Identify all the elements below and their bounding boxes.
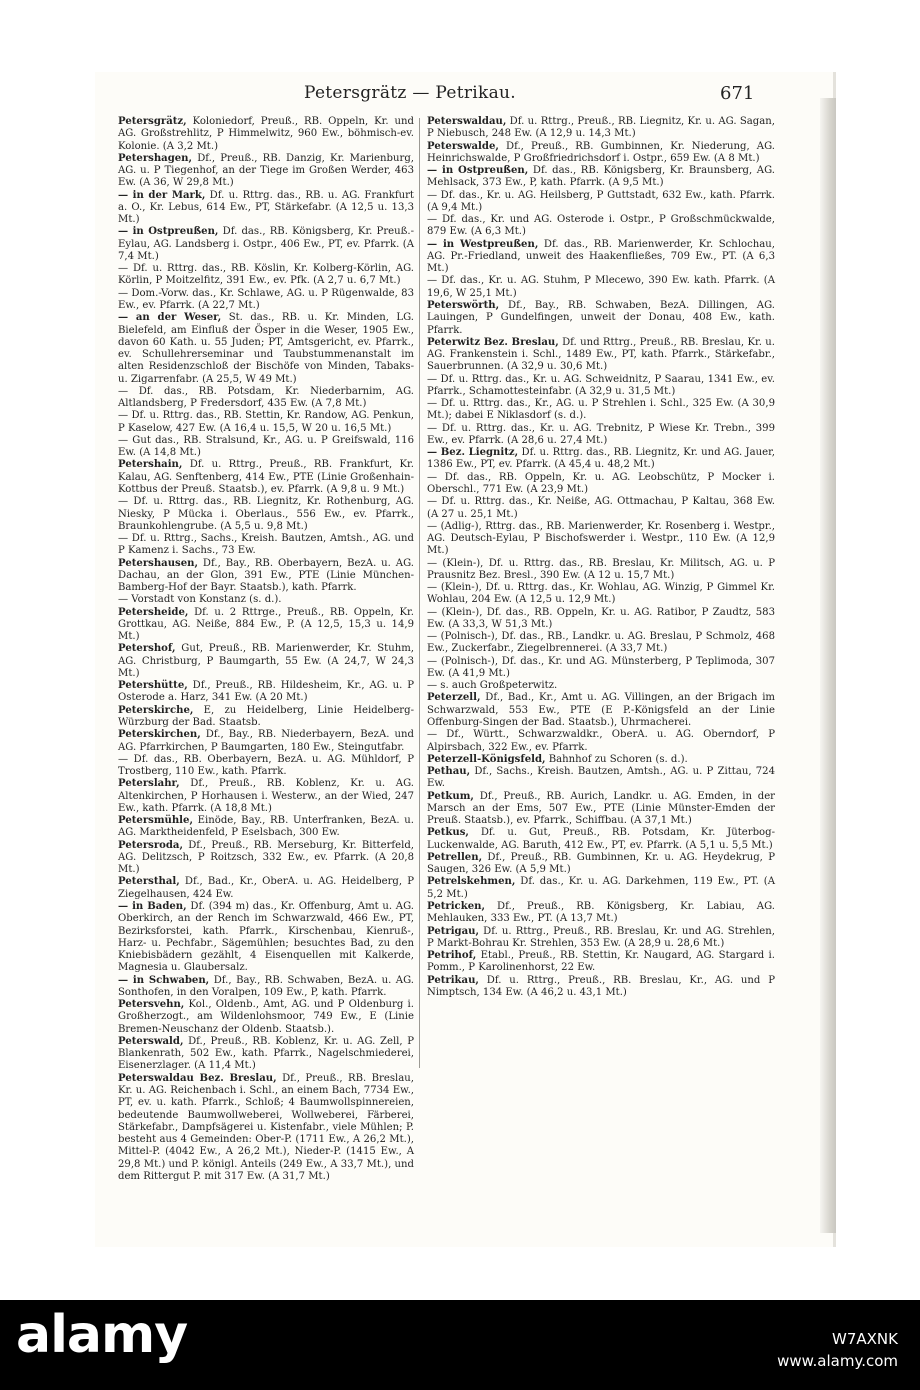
- entry-text: Df., Bay., RB. Schwaben, BezA. Dillingen, AG. Lauingen, P Gundelfingen, unweit der Donau, 408 Ew., kath. Pfarrk.: [427, 299, 775, 336]
- gazetteer-entry: [427, 852, 775, 877]
- entry-text: — (Polnisch-), Df. das., RB., Landkr. u. AG. Breslau, P Schmolz, 468 Ew., Zuckerfabr., Ziegelbrennerei. (A 33,7 Mt.): [427, 631, 775, 655]
- gazetteer-entry: [118, 729, 414, 754]
- entry-text: Df., Preuß., RB. Gumbinnen, Kr. u. AG. Heydekrug, P Saugen, 326 Ew. (A 5,9 Mt.): [427, 851, 776, 876]
- gazetteer-entry: [427, 165, 775, 190]
- entry-text: St. das., RB. u. Kr. Minden, LG. Bielefeld, am Einfluß der Ösper in die Weser, 1905 Ew., davon 60 Kath. u. 55 Juden; PT, Amtsgericht, ev. Pfarrk., ev. Schullehrerseminar und Taubstummenanstalt im alten Residenzschloß der Bischöfe von Minden, Tabaks- u. Zigarrenfabr. (A 25,5, W 49 Mt.): [118, 312, 414, 385]
- entry-text: — Vorstadt von Konstanz (s. d.).: [118, 594, 282, 606]
- entry-headword: — in Baden,: [118, 901, 187, 912]
- entry-text: — (Adlig-), Rttrg. das., RB. Marienwerder, Kr. Rosenberg i. Westpr., AG. Deutsch-Eylau, P Bischofswerder i. Westpr., 110 Ew. (A 12,9 Mt.): [427, 520, 775, 557]
- gazetteer-entry: [118, 459, 414, 496]
- entry-headword: — an der Weser,: [118, 312, 222, 324]
- entry-headword: Petkus,: [427, 827, 469, 839]
- running-header: Petersgrätz — Petrikau.: [303, 83, 517, 103]
- gazetteer-entry: [118, 190, 414, 227]
- gazetteer-entry: [427, 975, 775, 1000]
- gazetteer-entry: [118, 435, 414, 460]
- entry-text: Df. und Rttrg., Preuß., RB. Breslau, Kr. u. AG. Frankenstein i. Schl., 1489 Ew., PT, kath. Pfarrk., Stärkefabr., Sauerbrunnen. (A 32,9 u. 30,6 Mt.): [427, 336, 775, 373]
- entry-text: Df., Preuß., RB. Breslau, Kr. u. AG. Reichenbach i. Schl., an einem Bach, 7734 Ew., PT, ev. u. kath. Pfarrk., Schloß; 4 Baumwollspinnereien, bedeutende Baumwollweberei, Wollweberei, Färberei, Stärkefabr., Dampfsägerei u. Kistenfabr., viele Mühlen; P. besteht aus 4 Gemeinden: Ober-P. (1711 Ew., A 26,2 Mt.), Mittel-P. (4042 Ew., A 26,2 Mt.), Nieder-P. (1415 Ew., A 29,8 Mt.) und P. königl. Anteils (249 Ew., A 33,7 Mt.), und dem Rittergut P. mit 317 Ew. (A 31,7 Mt.): [118, 1072, 414, 1182]
- gazetteer-entry: [427, 141, 775, 166]
- entry-text: — (Klein-), Df. u. Rttrg. das., Kr. Wohlau, AG. Winzig, P Gimmel Kr. Wohlau, 204 Ew. (A 12,5 u. 12,9 Mt.): [427, 582, 775, 606]
- alamy-url: www.alamy.com: [777, 1352, 898, 1370]
- gazetteer-entry: [427, 300, 775, 337]
- gazetteer-entry: [118, 754, 414, 779]
- entry-headword: Petersmühle,: [118, 815, 193, 827]
- entry-text: Df. u. 2 Rttrge., Preuß., RB. Oppeln, Kr. Grottkau, AG. Neiße, 884 Ew., P. (A 12,5, 15,3 u. 14,9 Mt.): [118, 606, 414, 643]
- entry-text: Df. das., RB. Königsberg, Kr. Braunsberg, AG. Mehlsack, 373 Ew., P, kath. Pfarrk. (A 9,5 Mt.): [427, 165, 776, 189]
- entry-text: Df., Bay., RB. Oberbayern, BezA. u. AG. Dachau, an der Glon, 391 Ew., PTE (Linie München-Bamberg-Hof der Bayr. Staatsb.), kath. Pfarrk.: [118, 557, 414, 594]
- gazetteer-entry: [427, 116, 775, 141]
- entry-text: Df., Bad., Kr., OberA. u. AG. Heidelberg, P Ziegelhausen, 424 Ew.: [118, 876, 414, 900]
- gazetteer-entry: [427, 827, 775, 852]
- gazetteer-entry: [118, 999, 414, 1036]
- entry-headword: Petersheide,: [118, 606, 189, 618]
- gazetteer-entry: [427, 582, 775, 607]
- entry-text: — Df. u. Rttrg. das., Kr. u. AG. Schweidnitz, P Saarau, 1341 Ew., ev. Pfarrk., Schamottesteinfabr. (A 32,9 u. 31,5 Mt.): [427, 373, 775, 397]
- entry-headword: Peterwitz Bez. Breslau,: [427, 336, 559, 348]
- entry-text: — Df. u. Rttrg. das., RB. Liegnitz, Kr. Rothenburg, AG. Niesky, P Mücka i. Oberlaus., 556 Ew., ev. Pfarrk., Braunkohlengrube. (A 5,5 u. 9,8 Mt.): [118, 496, 414, 532]
- entry-text: Df. (394 m) das., Kr. Offenburg, Amt u. AG. Oberkirch, an der Rench im Schwarzwald, 466 Ew., PT, Bezirksforstei, kath. Pfarrk., Kirschenbau, Kienruß-, Harz- u. Pechfabr., Sägemühlen; besuchtes Bad, zu den Kniebisbädern gezählt, 4 Eisenquellen mit Kalkerde, Magnesia u. Glaubersalz.: [118, 901, 414, 974]
- entry-headword: Petkum,: [427, 790, 474, 802]
- gazetteer-entry: [427, 692, 775, 729]
- gazetteer-entry: [427, 214, 775, 239]
- entry-text: Df., Preuß., RB. Koblenz, Kr. u. AG. Zell, P Blankenrath, 502 Ew., kath. Pfarrk., Nagelschmiederei, Eisenerzlager. (A 11,4 Mt.): [118, 1035, 414, 1072]
- gazetteer-entry: [118, 680, 414, 705]
- gazetteer-entry: [427, 754, 775, 766]
- gazetteer-entry: [427, 472, 775, 497]
- gazetteer-entry: [118, 263, 414, 288]
- gazetteer-entry: [427, 398, 775, 423]
- gazetteer-entry: [118, 607, 414, 644]
- entry-text: Df. das., RB. Königsberg, Kr. Preuß.-Eylau, AG. Landsberg i. Ostpr., 406 Ew., PT, ev. Pfarrk. (A 7,4 Mt.): [118, 226, 414, 262]
- entry-text: Df. das., Kr. u. AG. Darkehmen, 119 Ew., PT. (A 5,2 Mt.): [427, 876, 775, 900]
- gazetteer-entry: [427, 791, 775, 828]
- entry-headword: Pethau,: [427, 766, 471, 778]
- gazetteer-entry: [427, 656, 775, 681]
- entry-headword: Petersgrätz,: [118, 116, 187, 127]
- entry-text: — Df. u. Rttrg., Sachs., Kreish. Bautzen, Amtsh., AG. und P Kamenz i. Sachs., 73 Ew.: [118, 533, 414, 557]
- gazetteer-entry: [427, 423, 775, 448]
- entry-headword: Peterswörth,: [427, 299, 500, 311]
- entry-headword: Peterswald,: [118, 1035, 184, 1047]
- entry-text: Df. u. Rttrg. das., RB. u. AG. Frankfurt a. O., Kr. Lebus, 614 Ew., PT, Stärkefabr. (A 12,5 u. 13,3 Mt.): [118, 189, 414, 226]
- gazetteer-entry: [118, 705, 414, 730]
- entry-text: Df., Sachs., Kreish. Bautzen, Amtsh., AG. u. P Zittau, 724 Ew.: [427, 766, 775, 790]
- entry-headword: Petrellen,: [427, 851, 483, 863]
- entry-text: Df., Preuß., RB. Gumbinnen, Kr. Niederung, AG. Heinrichswalde, P Großfriedrichsdorf i. Ostpr., 659 Ew. (A 8 Mt.): [427, 140, 775, 164]
- gazetteer-entry: [427, 876, 775, 901]
- gazetteer-entry: [118, 643, 414, 680]
- entry-text: — Df. u. Rttrg. das., Kr., AG. u. P Strehlen i. Schl., 325 Ew. (A 30,9 Mt.); dabei E Niklasdorf (s. d.).: [427, 398, 775, 422]
- entry-text: — Gut das., RB. Stralsund, Kr., AG. u. P Greifswald, 116 Ew. (A 14,8 Mt.): [118, 434, 414, 459]
- gazetteer-entry: [427, 631, 775, 656]
- entry-text: — Df. u. Rttrg. das., RB. Köslin, Kr. Kolberg-Körlin, AG. Körlin, P Moitzelfitz, 391 Ew., ev. Pfk. (A 2,7 u. 6,7 Mt.): [118, 263, 414, 287]
- entry-text: — Df. das., Kr. und AG. Osterode i. Ostpr., P Großschmückwalde, 879 Ew. (A 6,3 Mt.): [427, 214, 775, 238]
- gazetteer-entry: [427, 275, 775, 300]
- entry-text: — Df. u. Rttrg. das., Kr. u. AG. Trebnitz, P Wiese Kr. Trebn., 399 Ew., ev. Pfarrk. (A 28,6 u. 27,4 Mt.): [427, 422, 775, 446]
- entry-text: Df., Preuß., RB. Merseburg, Kr. Bitterfeld, AG. Delitzsch, P Roitzsch, 332 Ew., ev. Pfarrk. (A 20,8 Mt.): [118, 839, 414, 876]
- gazetteer-entry: [118, 901, 414, 975]
- entry-headword: Petrigau,: [427, 925, 480, 937]
- entry-headword: Peterslahr,: [118, 778, 180, 790]
- gazetteer-entry: [427, 901, 775, 926]
- entry-text: — (Klein-), Df. das., RB. Oppeln, Kr. u. AG. Ratibor, P Zaudtz, 583 Ew. (A 33,3, W 51,3 Mt.): [427, 606, 775, 630]
- gazetteer-entry: [427, 680, 775, 692]
- entry-text: — Df. das., RB. Potsdam, Kr. Niederbarnim, AG. Altlandsberg, P Fredersdorf, 435 Ew. (A 7,8 Mt.): [118, 385, 414, 410]
- gazetteer-entry: [427, 926, 775, 951]
- entry-headword: Petrikau,: [427, 974, 479, 986]
- entry-text: Df. das., RB. Marienwerder, Kr. Schlochau, AG. Pr.-Friedland, unweit des Haakenfließes, 709 Ew., PT. (A 6,3 Mt.): [427, 238, 775, 275]
- entry-headword: Peterswalde,: [427, 140, 499, 152]
- entry-text: — Df. das., Kr. u. AG. Stuhm, P Mlecewo, 390 Ew. kath. Pfarrk. (A 19,6, W 25,1 Mt.): [427, 275, 775, 299]
- entry-text: Df. u. Rttrg. das., RB. Liegnitz, Kr. und AG. Jauer, 1386 Ew., PT, ev. Pfarrk. (A 45,4 u. 48,2 Mt.): [427, 447, 775, 471]
- gazetteer-entry: [118, 153, 414, 190]
- gazetteer-entry: [118, 312, 414, 386]
- gazetteer-entry: [118, 840, 414, 877]
- entry-headword: Petrelskehmen,: [427, 876, 516, 888]
- entry-text: E, zu Heidelberg, Linie Heidelberg-Würzburg der Bad. Staatsb.: [118, 704, 414, 729]
- entry-headword: Peterzell-Königsfeld,: [427, 753, 546, 765]
- alamy-logo: alamy: [16, 1305, 188, 1365]
- entry-text: Df. u. Rttrg., Preuß., RB. Breslau, Kr., AG. und P Nimptsch, 134 Ew. (A 46,2 u. 43,1 Mt.): [427, 974, 775, 998]
- entry-text: — (Polnisch-), Df. das., Kr. und AG. Münsterberg, P Teplimoda, 307 Ew. (A 41,9 Mt.): [427, 655, 775, 679]
- entry-headword: Peterskirchen,: [118, 729, 201, 741]
- gazetteer-entry: [427, 447, 775, 472]
- entry-text: Bahnhof zu Schoren (s. d.).: [548, 753, 688, 765]
- entry-text: Koloniedorf, Preuß., RB. Oppeln, Kr. und AG. Großstrehlitz, P Himmelwitz, 960 Ew., böhmisch-ev. Kolonie. (A 3,2 Mt.): [118, 116, 414, 152]
- entry-headword: — Bez. Liegnitz,: [427, 447, 519, 459]
- gazetteer-entry: [118, 496, 414, 533]
- gazetteer-entry: [427, 521, 775, 558]
- entry-headword: Petersroda,: [118, 839, 183, 851]
- entry-headword: Petersvehn,: [118, 999, 185, 1011]
- entry-headword: Peterzell,: [427, 692, 481, 704]
- right-column: [427, 116, 775, 999]
- entry-text: Df., Bay., RB. Schwaben, BezA. u. AG. Sonthofen, in den Voralpen, 109 Ew., P, kath. Pfarrk.: [118, 974, 414, 998]
- entry-headword: Petershausen,: [118, 557, 199, 569]
- column-divider: [419, 118, 420, 1068]
- entry-headword: Petershain,: [118, 459, 183, 471]
- entry-headword: Petershof,: [118, 643, 176, 655]
- entry-text: Kol., Oldenb., Amt, AG. und P Oldenburg i. Großherzogt., am Wildenlohsmoor, 749 Ew., E (Linie Bremen-Neuschanz der Oldenb. Staatsb.).: [118, 999, 414, 1035]
- entry-headword: — in Ostpreußen,: [427, 165, 529, 177]
- gazetteer-entry: [118, 975, 414, 1000]
- entry-text: Einöde, Bay., RB. Unterfranken, BezA. u. AG. Marktheidenfeld, P Eselsbach, 300 Ew.: [118, 815, 414, 839]
- gazetteer-entry: [427, 607, 775, 632]
- gazetteer-entry: [118, 558, 414, 595]
- entry-text: Etabl., Preuß., RB. Stettin, Kr. Naugard, AG. Stargard i. Pomm., P Karolinenhorst, 22 Ew.: [427, 950, 775, 974]
- image-id: W7AXNK: [832, 1330, 898, 1348]
- gazetteer-entry: [118, 594, 414, 606]
- page-number: 671: [720, 83, 755, 104]
- entry-text: Df., Preuß., RB. Koblenz, Kr. u. AG. Altenkirchen, P Horhausen i. Westerw., an der Wied, 247 Ew., kath. Pfarrk. (A 18,8 Mt.): [118, 778, 414, 814]
- gazetteer-entry: [427, 558, 775, 583]
- entry-headword: — in Ostpreußen,: [118, 226, 219, 238]
- entry-text: Df., Preuß., RB. Hildesheim, Kr., AG. u. P Osterode a. Harz, 341 Ew. (A 20 Mt.): [118, 680, 414, 704]
- entry-text: Df. u. Rttrg., Preuß., RB. Frankfurt, Kr. Kalau, AG. Senftenberg, 414 Ew., PTE (Linie Großenhain-Kottbus der Preuß. Staatsb.), ev. Pfarrk. (A 9,8 u. 9 Mt.): [118, 459, 414, 495]
- gazetteer-entry: [118, 1036, 414, 1073]
- gazetteer-entry: [427, 239, 775, 276]
- entry-text: Df., Bay., RB. Niederbayern, BezA. und AG. Pfarrkirchen, P Baumgarten, 180 Ew., Steingutfabr.: [118, 729, 414, 753]
- entry-headword: Petricken,: [427, 901, 485, 912]
- entry-text: — Dom.-Vorw. das., Kr. Schlawe, AG. u. P Rügenwalde, 83 Ew., ev. Pfarrk. (A 22,7 Mt.): [118, 287, 414, 311]
- entry-text: — Df. das., RB. Oberbayern, BezA. u. AG. Mühldorf, P Trostberg, 110 Ew., kath. Pfarrk.: [118, 753, 414, 778]
- entry-text: Df., Preuß., RB. Danzig, Kr. Marienburg, AG. u. P Tiegenhof, an der Tiege im Großen Werder, 463 Ew. (A 36, W 29,8 Mt.): [118, 152, 414, 189]
- gazetteer-entry: [118, 288, 414, 313]
- gazetteer-entry: [118, 410, 414, 435]
- entry-headword: Petersthal,: [118, 876, 180, 888]
- gazetteer-entry: [427, 496, 775, 521]
- gazetteer-entry: [118, 116, 414, 153]
- gazetteer-entry: [427, 766, 775, 791]
- gazetteer-entry: [118, 815, 414, 840]
- entry-headword: Petrihof,: [427, 950, 477, 962]
- entry-text: Df., Preuß., RB. Aurich, Landkr. u. AG. Emden, in der Marsch an der Ems, 507 Ew., PTE (Linie Münster-Emden der Preuß. Staatsb.), ev. Pfarrk., Schiffbau. (A 37,1 Mt.): [427, 790, 775, 827]
- gazetteer-entry: [427, 337, 775, 374]
- entry-headword: Petershütte,: [118, 680, 188, 692]
- entry-text: Gut, Preuß., RB. Marienwerder, Kr. Stuhm, AG. Christburg, P Baumgarth, 55 Ew. (A 24,7, W 24,3 Mt.): [118, 643, 414, 679]
- entry-headword: Peterskirche,: [118, 704, 194, 716]
- gazetteer-entry: [118, 1073, 414, 1183]
- left-column: [118, 116, 414, 1183]
- entry-text: — Df. das., RB. Oppeln, Kr. u. AG. Leobschütz, P Mocker i. Oberschl., 771 Ew. (A 23,9 Mt.): [427, 471, 775, 495]
- gazetteer-entry: [118, 778, 414, 815]
- entry-text: Df. u. Gut, Preuß., RB. Potsdam, Kr. Jüterbog-Luckenwalde, AG. Baruth, 412 Ew., PT, ev. Pfarrk. (A 5,1 u. 5,5 Mt.): [427, 827, 775, 851]
- gazetteer-entry: [118, 876, 414, 901]
- entry-text: Df., Bad., Kr., Amt u. AG. Villingen, an der Brigach im Schwarzwald, 553 Ew., PTE (E P.-Königsfeld an der Linie Offenburg-Singen der Bad. Staatsb.), Uhrmacherei.: [427, 692, 775, 729]
- entry-text: — Df. das., Kr. u. AG. Heilsberg, P Guttstadt, 632 Ew., kath. Pfarrk. (A 9,4 Mt.): [427, 189, 775, 213]
- entry-text: Df. u. Rttrg., Preuß., RB. Breslau, Kr. und AG. Strehlen, P Markt-Bohrau Kr. Strehlen, 353 Ew. (A 28,9 u. 28,6 Mt.): [427, 925, 775, 949]
- entry-text: — (Klein-), Df. u. Rttrg. das., RB. Breslau, Kr. Militsch, AG. u. P Prausnitz Bez. Bresl., 390 Ew. (A 12 u. 15,7 Mt.): [427, 557, 775, 581]
- entry-headword: — in der Mark,: [118, 189, 206, 201]
- gazetteer-entry: [118, 226, 414, 263]
- entry-headword: — in Westpreußen,: [427, 238, 539, 250]
- page-edge-shadow: [820, 98, 836, 1233]
- entry-text: Df., Preuß., RB. Königsberg, Kr. Labiau, AG. Mehlauken, 333 Ew., PT. (A 13,7 Mt.): [427, 901, 775, 925]
- entry-headword: Petershagen,: [118, 152, 193, 164]
- gazetteer-entry: [427, 374, 775, 399]
- entry-text: — Df., Württ., Schwarzwaldkr., OberA. u. AG. Oberndorf, P Alpirsbach, 322 Ew., ev. Pfarrk.: [427, 729, 775, 753]
- entry-headword: Peterswaldau Bez. Breslau,: [118, 1072, 277, 1084]
- entry-text: Df. u. Rttrg., Preuß., RB. Liegnitz, Kr. u. AG. Sagan, P Niebusch, 248 Ew. (A 12,9 u. 14,3 Mt.): [427, 116, 775, 140]
- gazetteer-entry: [427, 729, 775, 754]
- entry-headword: — in Schwaben,: [118, 974, 210, 986]
- entry-text: — s. auch Großpeterwitz.: [427, 680, 558, 692]
- entry-headword: Peterswaldau,: [427, 116, 507, 127]
- entry-text: — Df. u. Rttrg. das., Kr. Neiße, AG. Ottmachau, P Kaltau, 368 Ew. (A 27 u. 25,1 Mt.): [427, 496, 775, 520]
- gazetteer-entry: [118, 386, 414, 411]
- gazetteer-entry: [427, 950, 775, 975]
- entry-text: — Df. u. Rttrg. das., RB. Stettin, Kr. Randow, AG. Penkun, P Kaselow, 427 Ew. (A 16,4 u. 15,5, W 20 u. 16,5 Mt.): [118, 410, 414, 434]
- gazetteer-entry: [118, 533, 414, 558]
- gazetteer-entry: [427, 190, 775, 215]
